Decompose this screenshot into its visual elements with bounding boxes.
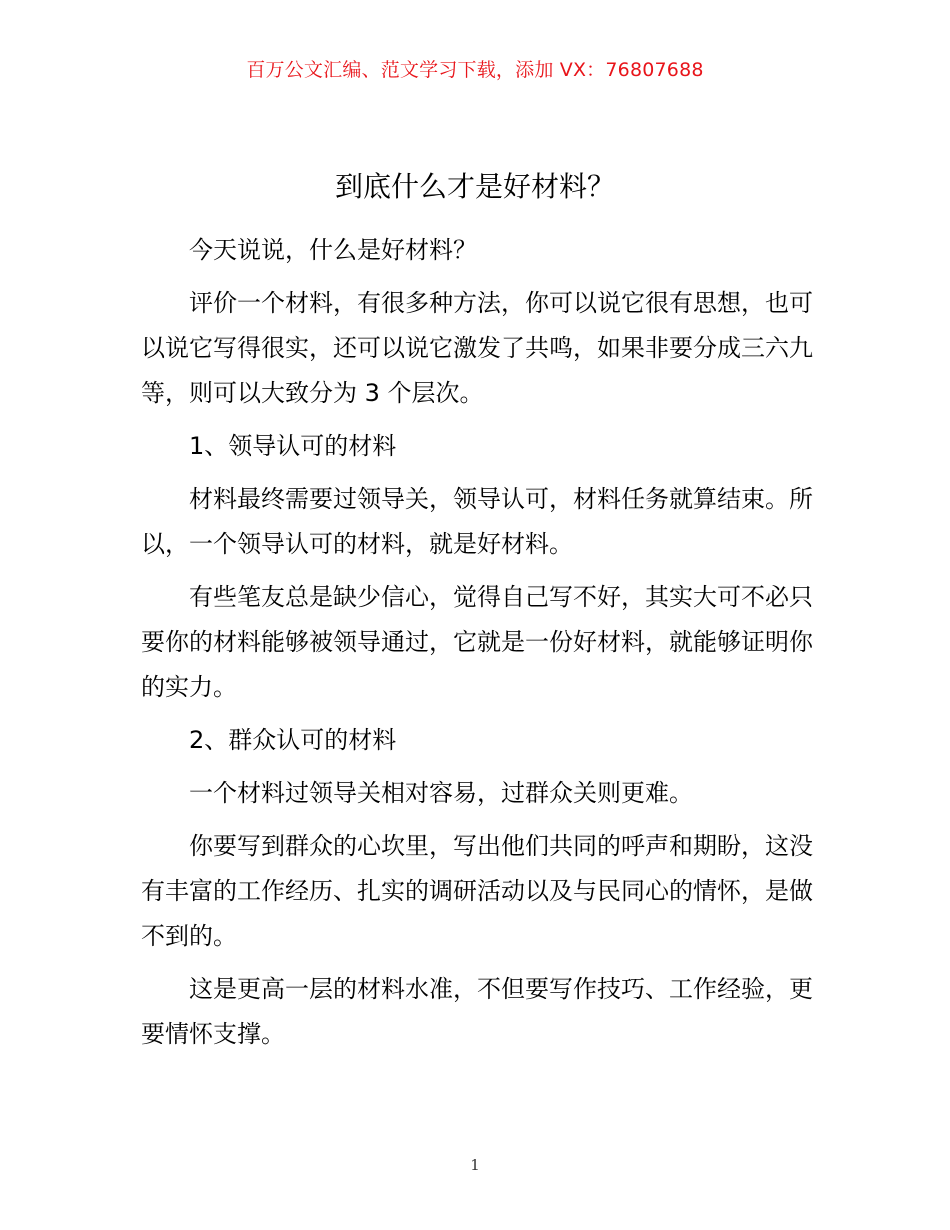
- page-number: 1: [470, 1156, 480, 1174]
- paragraph: 一个材料过领导关相对容易，过群众关则更难。: [189, 779, 693, 807]
- paragraph: 材料最终需要过领导关，领导认可，材料任务就算结束。所以，一个领导认可的材料，就是好材料。: [141, 485, 813, 558]
- section-heading: 1、领导认可的材料: [189, 432, 397, 460]
- section-heading: 2、群众认可的材料: [189, 726, 397, 754]
- header-note: 百万公文汇编、范文学习下载，添加 VX：76807688: [246, 59, 704, 81]
- document-body: [141, 228, 813, 1065]
- document-title: 到底什么才是好材料？: [334, 170, 615, 203]
- paragraph: 这是更高一层的材料水准，不但要写作技巧、工作经验，更要情怀支撑。: [141, 975, 813, 1048]
- paragraph: 有些笔友总是缺少信心，觉得自己写不好，其实大可不必只要你的材料能够被领导通过，它就是一份好材料，就能够证明你的实力。: [141, 583, 813, 701]
- paragraph: 你要写到群众的心坎里，写出他们共同的呼声和期盼，这没有丰富的工作经历、扎实的调研活动以及与民同心的情怀，是做不到的。: [141, 832, 813, 950]
- paragraph: 今天说说，什么是好材料？: [189, 236, 477, 264]
- paragraph: 评价一个材料，有很多种方法，你可以说它很有思想，也可以说它写得很实，还可以说它激发了共鸣，如果非要分成三六九等，则可以大致分为 3 个层次。: [141, 289, 813, 407]
